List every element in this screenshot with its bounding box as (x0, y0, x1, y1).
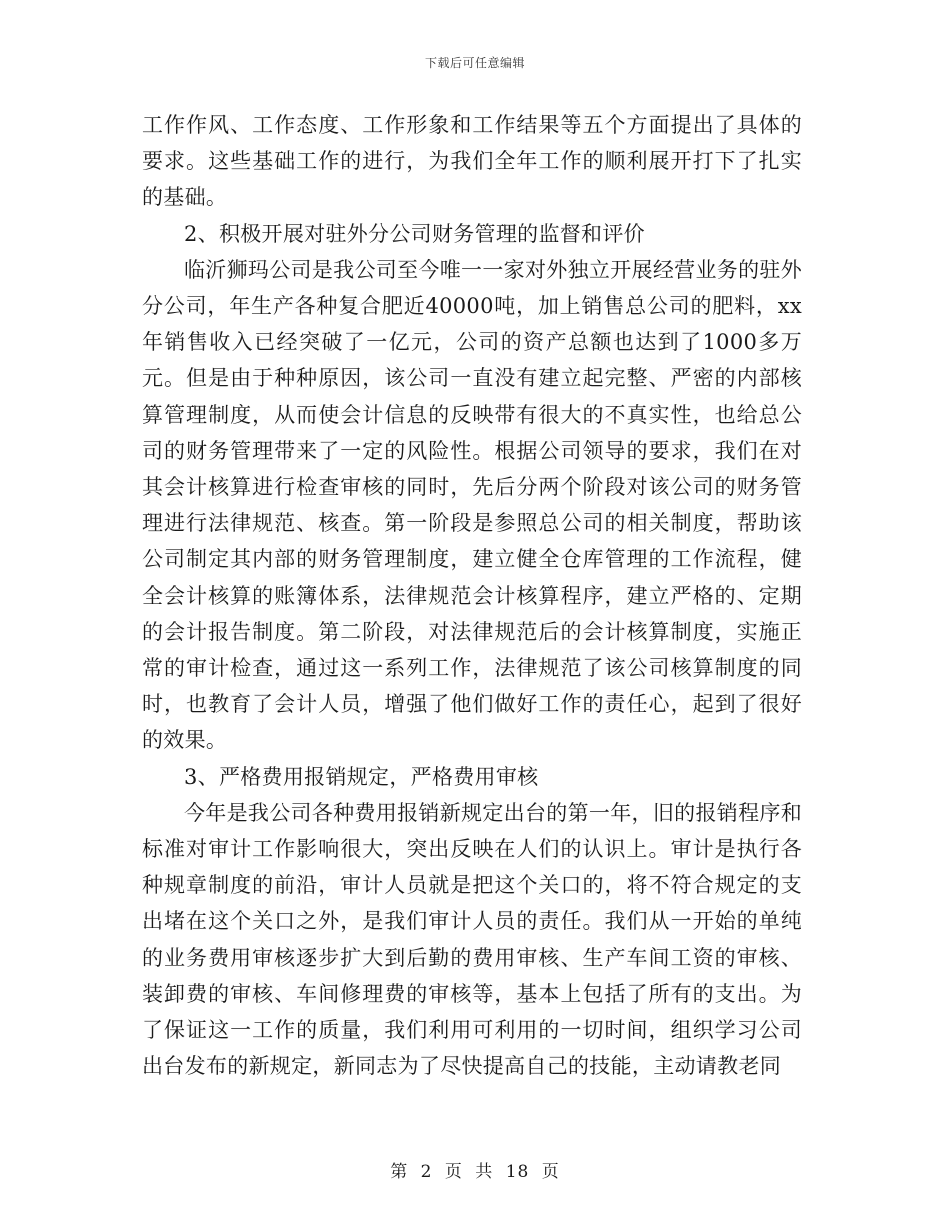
header-note: 下载后可任意编辑 (424, 56, 525, 70)
paragraph: 临沂狮玛公司是我公司至今唯一一家对外独立开展经营业务的驻外分公司，年生产各种复合肥近40000吨，加上销售总公司的肥料，xx年销售收入已经突破了一亿元，公司的资产总额也达到了1000多万元。但是由于种种原因，该公司一直没有建立起完整、严密的内部核算管理制度，从而使会计信息的反映带有很大的不真实性，也给总公司的财务管理带来了一定的风险性。根据公司领导的要求，我们在对其会计核算进行检查审核的同时，先后分两个阶段对该公司的财务管理进行法律规范、核查。第一阶段是参照总公司的相关制度，帮助该公司制定其内部的财务管理制度，建立健全仓库管理的工作流程，健全会计核算的账簿体系，法律规范会计核算程序，建立严格的、定期的会计报告制度。第二阶段，对法律规范后的会计核算制度，实施正常的审计检查，通过这一系列工作，法律规范了该公司核算制度的同时，也教育了会计人员，增强了他们做好工作的责任心，起到了很好的效果。 (142, 257, 802, 753)
section-heading: 3、严格费用报销规定，严格费用审核 (184, 764, 539, 789)
page-number-footer: 第 2 页 共 18 页 (390, 1162, 560, 1182)
body-text (142, 107, 802, 1084)
paragraph: 今年是我公司各种费用报销新规定出台的第一年，旧的报销程序和标准对审计工作影响很大，突出反映在人们的认识上。审计是执行各种规章制度的前沿，审计人员就是把这个关口的，将不符合规定的支出堵在这个关口之外，是我们审计人员的责任。我们从一开始的单纯的业务费用审核逐步扩大到后勤的费用审核、生产车间工资的审核、装卸费的审核、车间修理费的审核等，基本上包括了所有的支出。为了保证这一工作的质量，我们利用可利用的一切时间，组织学习公司出台发布的新规定，新同志为了尽快提高自己的技能，主动请教老同 (142, 800, 802, 1079)
paragraph: 工作作风、工作态度、工作形象和工作结果等五个方面提出了具体的要求。这些基础工作的进行，为我们全年工作的顺利展开打下了扎实的基础。 (142, 113, 802, 210)
section-heading: 2、积极开展对驻外分公司财务管理的监督和评价 (184, 221, 645, 246)
